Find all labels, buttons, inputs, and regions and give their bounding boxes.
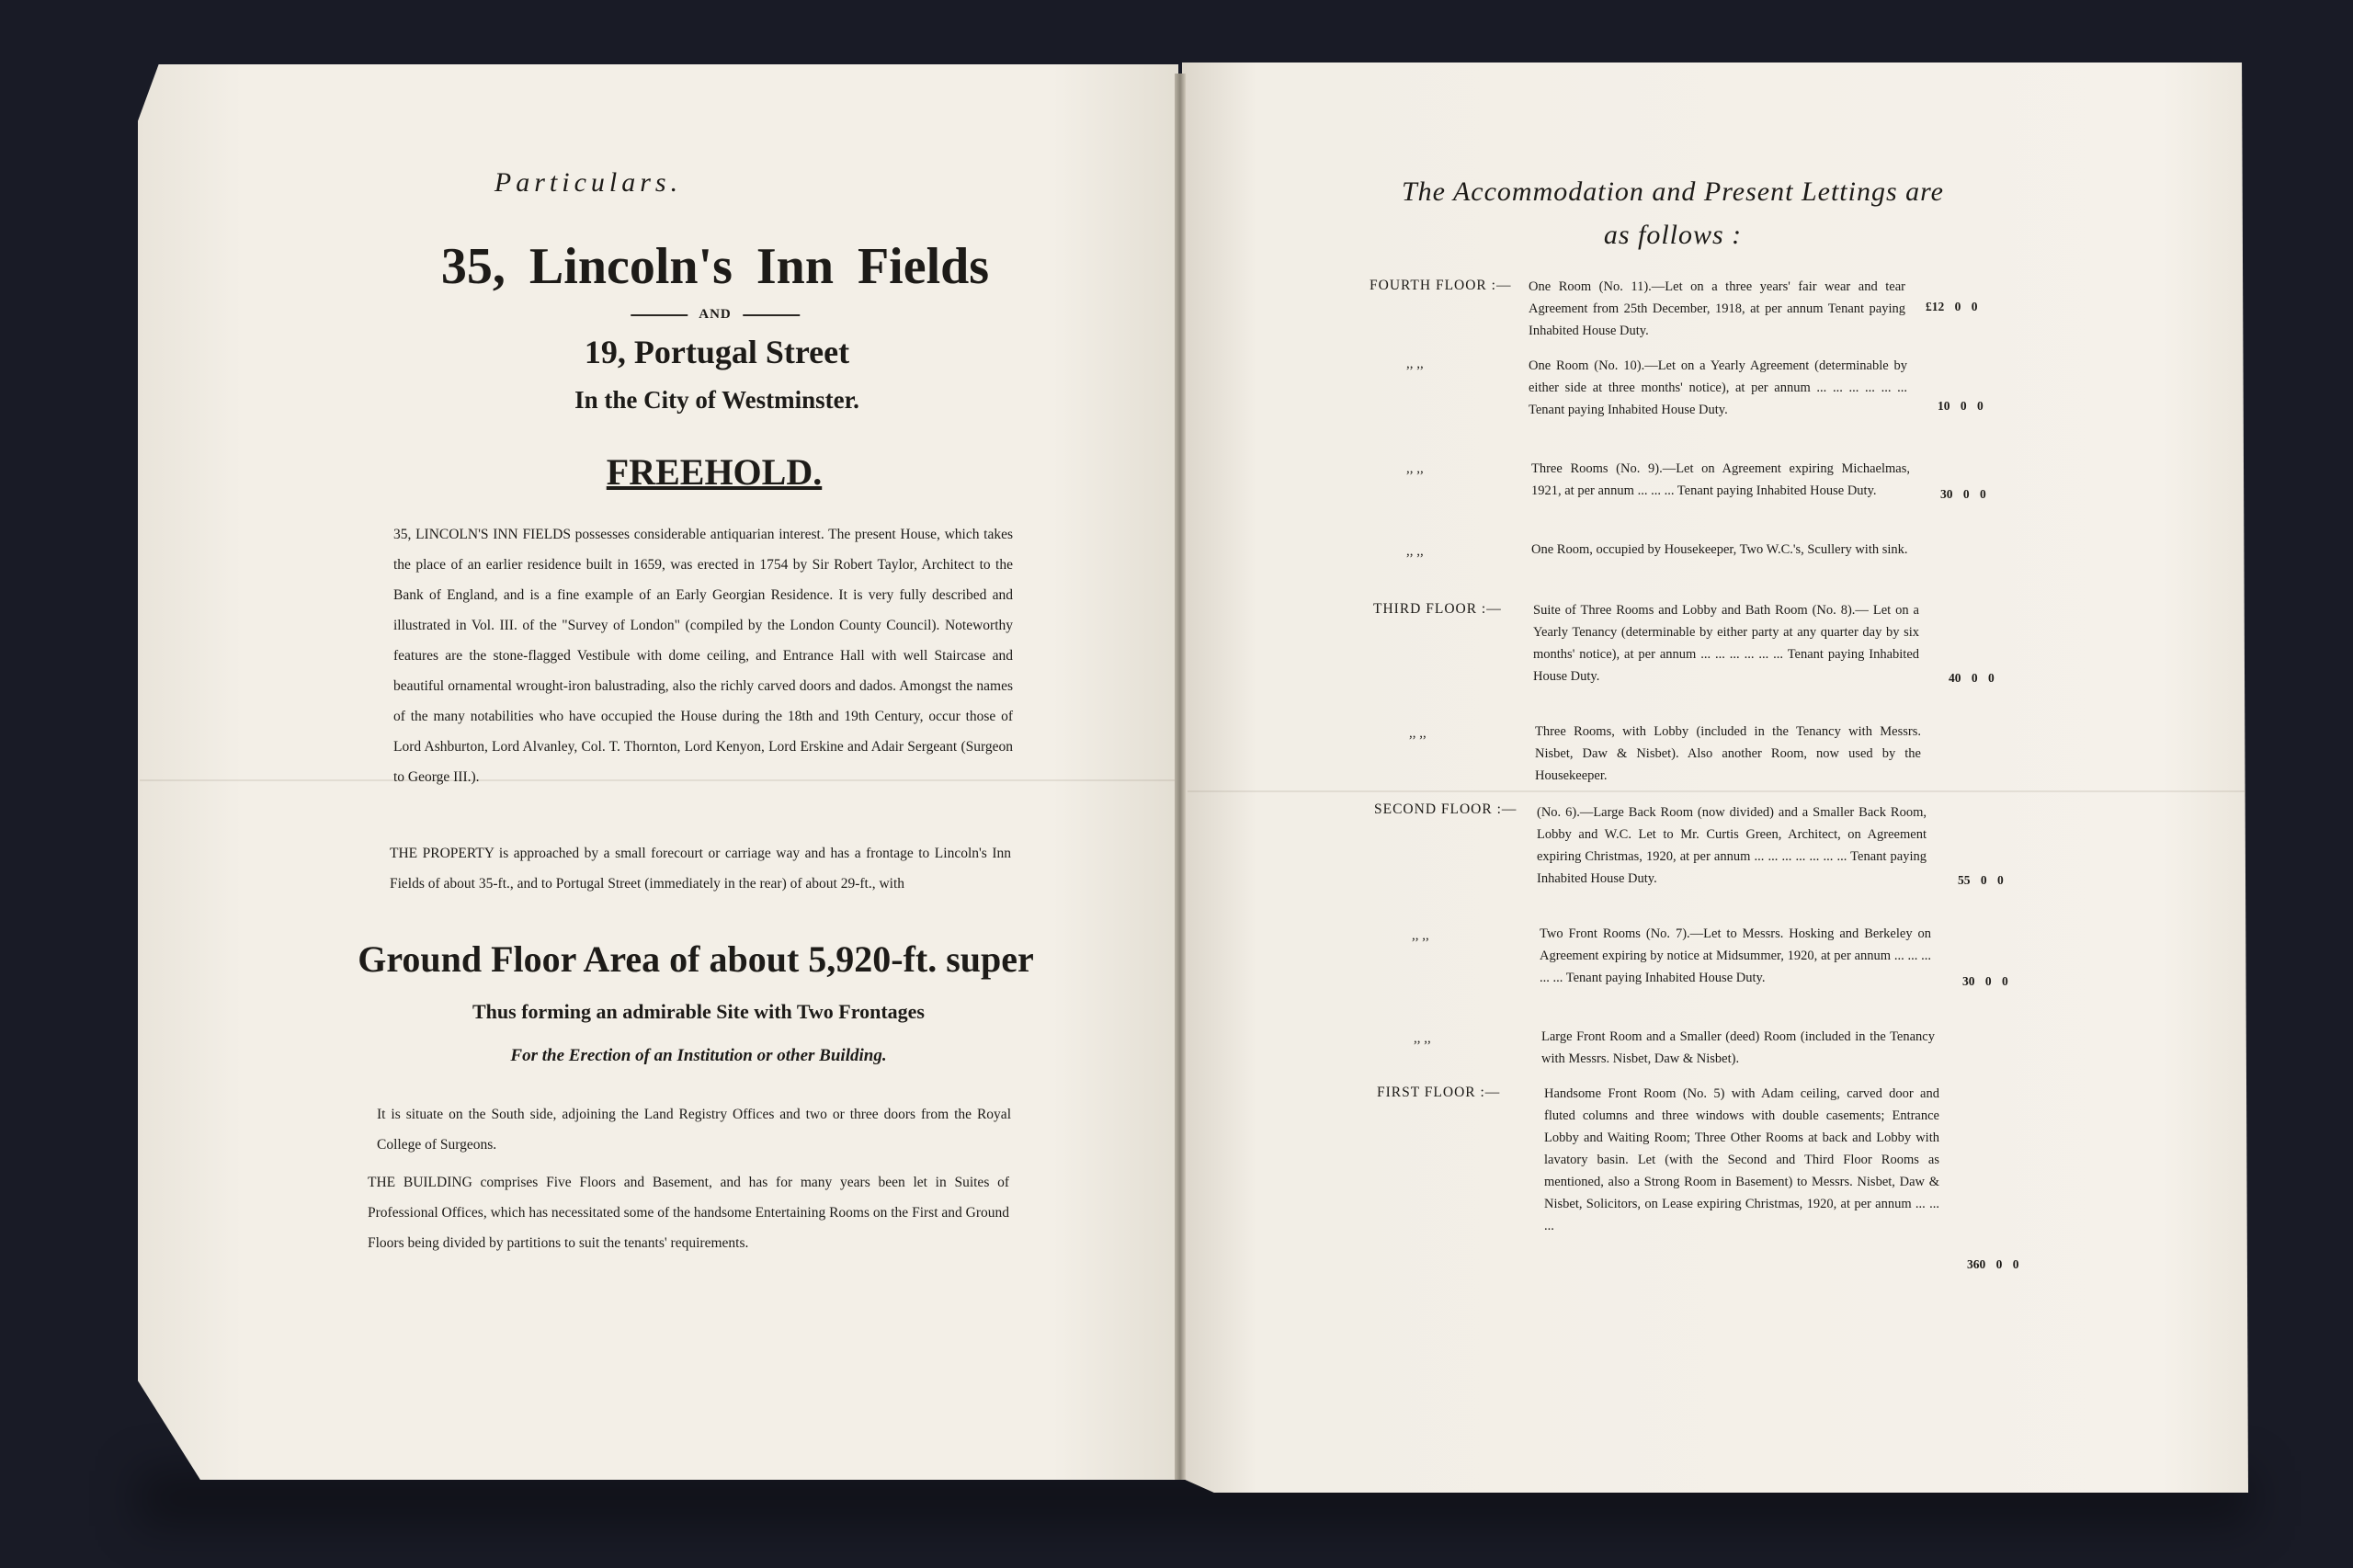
divider-rule-left [631,314,688,316]
site-subheading: Thus forming an admirable Site with Two Frontages [472,1000,925,1023]
ditto-mark: ,, ,, [1406,544,1424,559]
situation-paragraph: It is situate on the South side, adjoining the Land Registry Offices and two or three doors from the Royal College of Surgeons. [377,1107,1011,1153]
letting-entry: One Room, occupied by Housekeeper, Two W.C.'s, Scullery with sink. [1531,542,1908,557]
letting-entry: (No. 6).—Large Back Room (now divided) and a Smaller Back Room, Lobby and W.C. Let to Mr. Curtis Green, Architect, on Agreement expiring Christmas, 1920, at per annum ... ... ... ... ... ... ... Tenant paying Inhabited House Duty. [1537,805,1927,886]
letting-entry: Three Rooms, with Lobby (included in the Tenancy with Messrs. Nisbet, Daw & Nisbet). Also another Room, now used by the Housekeeper. [1535,724,1921,783]
letting-entry: Large Front Room and a Smaller (deed) Room (included in the Tenancy with Messrs. Nisbet, Daw & Nisbet). [1541,1029,1935,1066]
floor-label-fourth: FOURTH FLOOR :— [1370,278,1512,293]
building-paragraph: THE BUILDING comprises Five Floors and Basement, and has for many years been let in Suites of Professional Offices, which has necessitated some of the handsome Entertaining Rooms on the First and Ground Floors being divided by partitions to suit the tenants' requirements. [368,1175,1009,1251]
property-paragraph: THE PROPERTY is approached by a small forecourt or carriage way and has a frontage to Lincoln's Inn Fields of about 35-ft., and to Portugal Street (immediately in the rear) of about 29-ft., with [390,846,1011,892]
right-page-fold [1188,790,2245,792]
letting-entry: Handsome Front Room (No. 5) with Adam ceiling, carved door and fluted columns and three windows with double casements; Entrance Lobby and Waiting Room; Three Other Rooms at back and Lobby with lavatory basin. Let (with the Second and Third Floor Rooms as mentioned, also a Strong Room in Basement) to Messrs. Nisbet, Daw & Nisbet, Solicitors, on Lease expiring Christmas, 1920, at per annum ... ... ... [1544,1086,1939,1233]
floor-label-third: THIRD FLOOR :— [1373,601,1502,617]
property-title: 35, Lincoln's Inn Fields [440,238,990,295]
and-label: AND [699,307,732,322]
rent-value: 30 0 0 [1940,487,1986,501]
floor-area-heading: Ground Floor Area of about 5,920-ft. super [358,938,1034,980]
divider-rule-right [743,314,800,316]
second-address: 19, Portugal Street [584,334,850,370]
ditto-mark: ,, ,, [1406,357,1424,371]
letting-entry: One Room (No. 11).—Let on a three years' fair wear and tear Agreement from 25th December, 1918, at per annum Tenant paying Inhabited House Duty. [1529,279,1905,338]
rent-value: 40 0 0 [1949,671,1995,685]
rent-value: 30 0 0 [1962,974,2008,988]
ditto-mark: ,, ,, [1409,726,1427,741]
letting-entry: Three Rooms (No. 9).—Let on Agreement expiring Michaelmas, 1921, at per annum ... ... ... Tenant paying Inhabited House Duty. [1531,461,1910,498]
and-divider [631,307,800,323]
accommodation-heading [1402,170,1944,256]
letting-entry: Two Front Rooms (No. 7).—Let to Messrs. Hosking and Berkeley on Agreement expiring by notice at Midsummer, 1920, at per annum ... ... ... ... ... Tenant paying Inhabited House Duty. [1540,926,1931,985]
history-paragraph: 35, LINCOLN'S INN FIELDS possesses considerable antiquarian interest. The present House, which takes the place of an earlier residence built in 1659, was erected in 1754 by Sir Robert Taylor, Architect to the Bank of England, and is a fine example of an Early Georgian Residence. It is very fully described and illustrated in Vol. III. of the "Survey of London" (compiled by the London County Council). Noteworthy features are the stone-flagged Vestibule with dome ceiling, and Entrance Hall with well Staircase and beautiful ornamental wrought-iron balustrading, also the richly carved doors and dados. Amongst the names of the many notabilities who have occupied the House during the 18th and 19th Century, occur those of Lord Ashburton, Lord Alvanley, Col. T. Thornton, Lord Kenyon, Lord Erskine and Adair Sergeant (Surgeon to George III.). [393,527,1013,785]
letting-entry: Suite of Three Rooms and Lobby and Bath Room (No. 8).— Let on a Yearly Tenancy (determinable by either party at any quarter day by six months' notice), at per annum ... ... ... ... ... ... Tenant paying Inhabited House Duty. [1533,603,1919,684]
rent-value: 360 0 0 [1967,1257,2019,1271]
ditto-mark: ,, ,, [1414,1031,1431,1046]
location-line: In the City of Westminster. [574,386,859,414]
rent-value: £12 0 0 [1926,300,1978,313]
ditto-mark: ,, ,, [1412,928,1429,943]
floor-label-first: FIRST FLOOR :— [1377,1085,1501,1100]
rent-value: 55 0 0 [1958,873,2004,887]
erection-note: For the Erection of an Institution or other Building. [510,1046,887,1065]
ditto-mark: ,, ,, [1406,461,1424,476]
rent-value: 10 0 0 [1938,399,1984,413]
page-spine [1175,74,1186,1480]
floor-label-second: SECOND FLOOR :— [1374,801,1518,817]
accommodation-heading-line2: as follows : [1603,220,1743,250]
letting-entry: One Room (No. 10).—Let on a Yearly Agreement (determinable by either side at three months' notice), at per annum ... ... ... ... ... ... Tenant paying Inhabited House Duty. [1529,358,1907,417]
particulars-heading: Particulars. [494,167,683,198]
accommodation-heading-line1: The Accommodation and Present Lettings are [1402,176,1944,207]
tenure-heading: FREEHOLD. [606,451,823,493]
